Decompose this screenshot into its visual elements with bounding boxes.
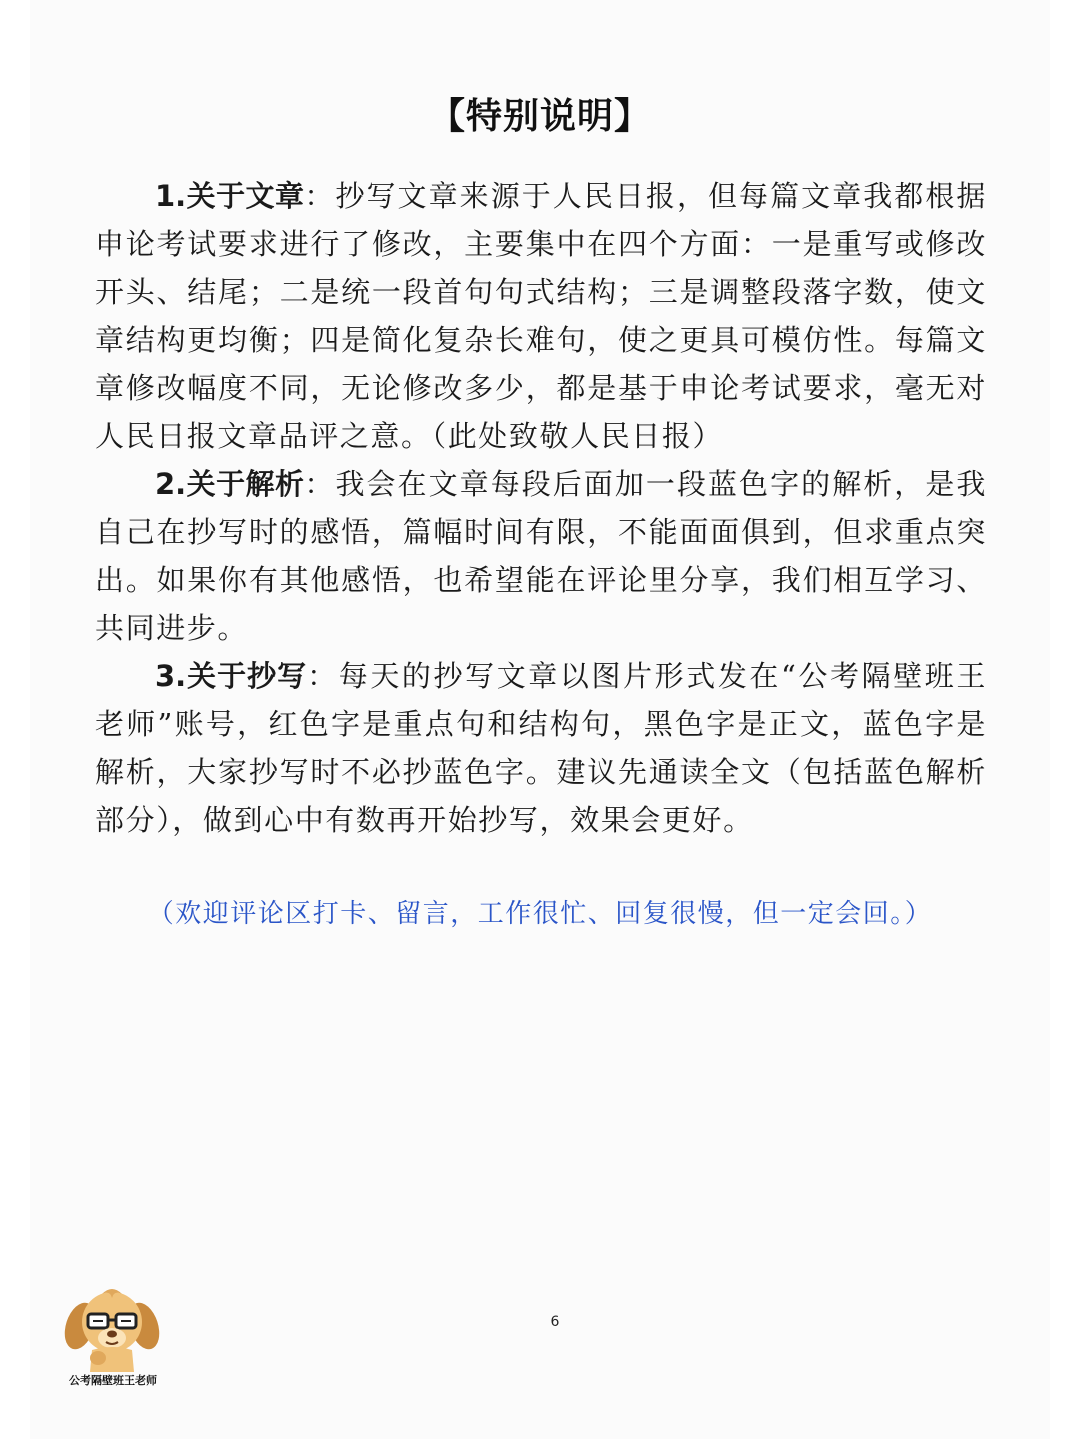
section-text: 我会在文章每段后面加一段蓝色字的解析，是我自己在抄写时的感悟，篇幅时间有限，不能面面俱到，但求重点突出。如果你有其他感悟，也希望能在评论里分享，我们相互学习、共同进步。 xyxy=(95,467,987,645)
section-heading: 1.关于文章 xyxy=(155,179,305,213)
section-text: 抄写文章来源于人民日报，但每篇文章我都根据申论考试要求进行了修改，主要集中在四个方面：一是重写或修改开头、结尾；二是统一段首句句式结构；三是调整段落字数，使文章结构更均衡；四是简化复杂长难句，使之更具可模仿性。每篇文章修改幅度不同，无论修改多少，都是基于申论考试要求，毫无对人民日报文章品评之意。（此处致敬人民日报） xyxy=(95,179,987,453)
cartoon-dog-with-glasses-icon xyxy=(62,1284,162,1372)
comment-invitation-note: （欢迎评论区打卡、留言，工作很忙、回复很慢，但一定会回。） xyxy=(147,899,933,929)
page-number: 6 xyxy=(550,1314,560,1330)
brand-label: 公考隔壁班王老师 xyxy=(69,1374,157,1387)
section-about-analysis xyxy=(95,460,987,652)
section-colon: ： xyxy=(304,179,336,213)
section-heading: 2.关于解析 xyxy=(155,467,305,501)
section-about-articles xyxy=(95,172,987,460)
section-colon: ： xyxy=(307,659,339,693)
section-about-copying xyxy=(95,652,987,844)
page-title: 【特别说明】 xyxy=(428,96,651,137)
section-text: 每天的抄写文章以图片形式发在“公考隔壁班王老师”账号，红色字是重点句和结构句，黑色字是正文，蓝色字是解析，大家抄写时不必抄蓝色字。建议先通读全文（包括蓝色解析部分），做到心中有数再开始抄写，效果会更好。 xyxy=(95,659,987,837)
mascot-logo xyxy=(62,1284,162,1372)
explanation-body xyxy=(95,172,987,844)
section-heading: 3.关于抄写 xyxy=(155,659,308,693)
section-colon: ： xyxy=(304,467,336,501)
